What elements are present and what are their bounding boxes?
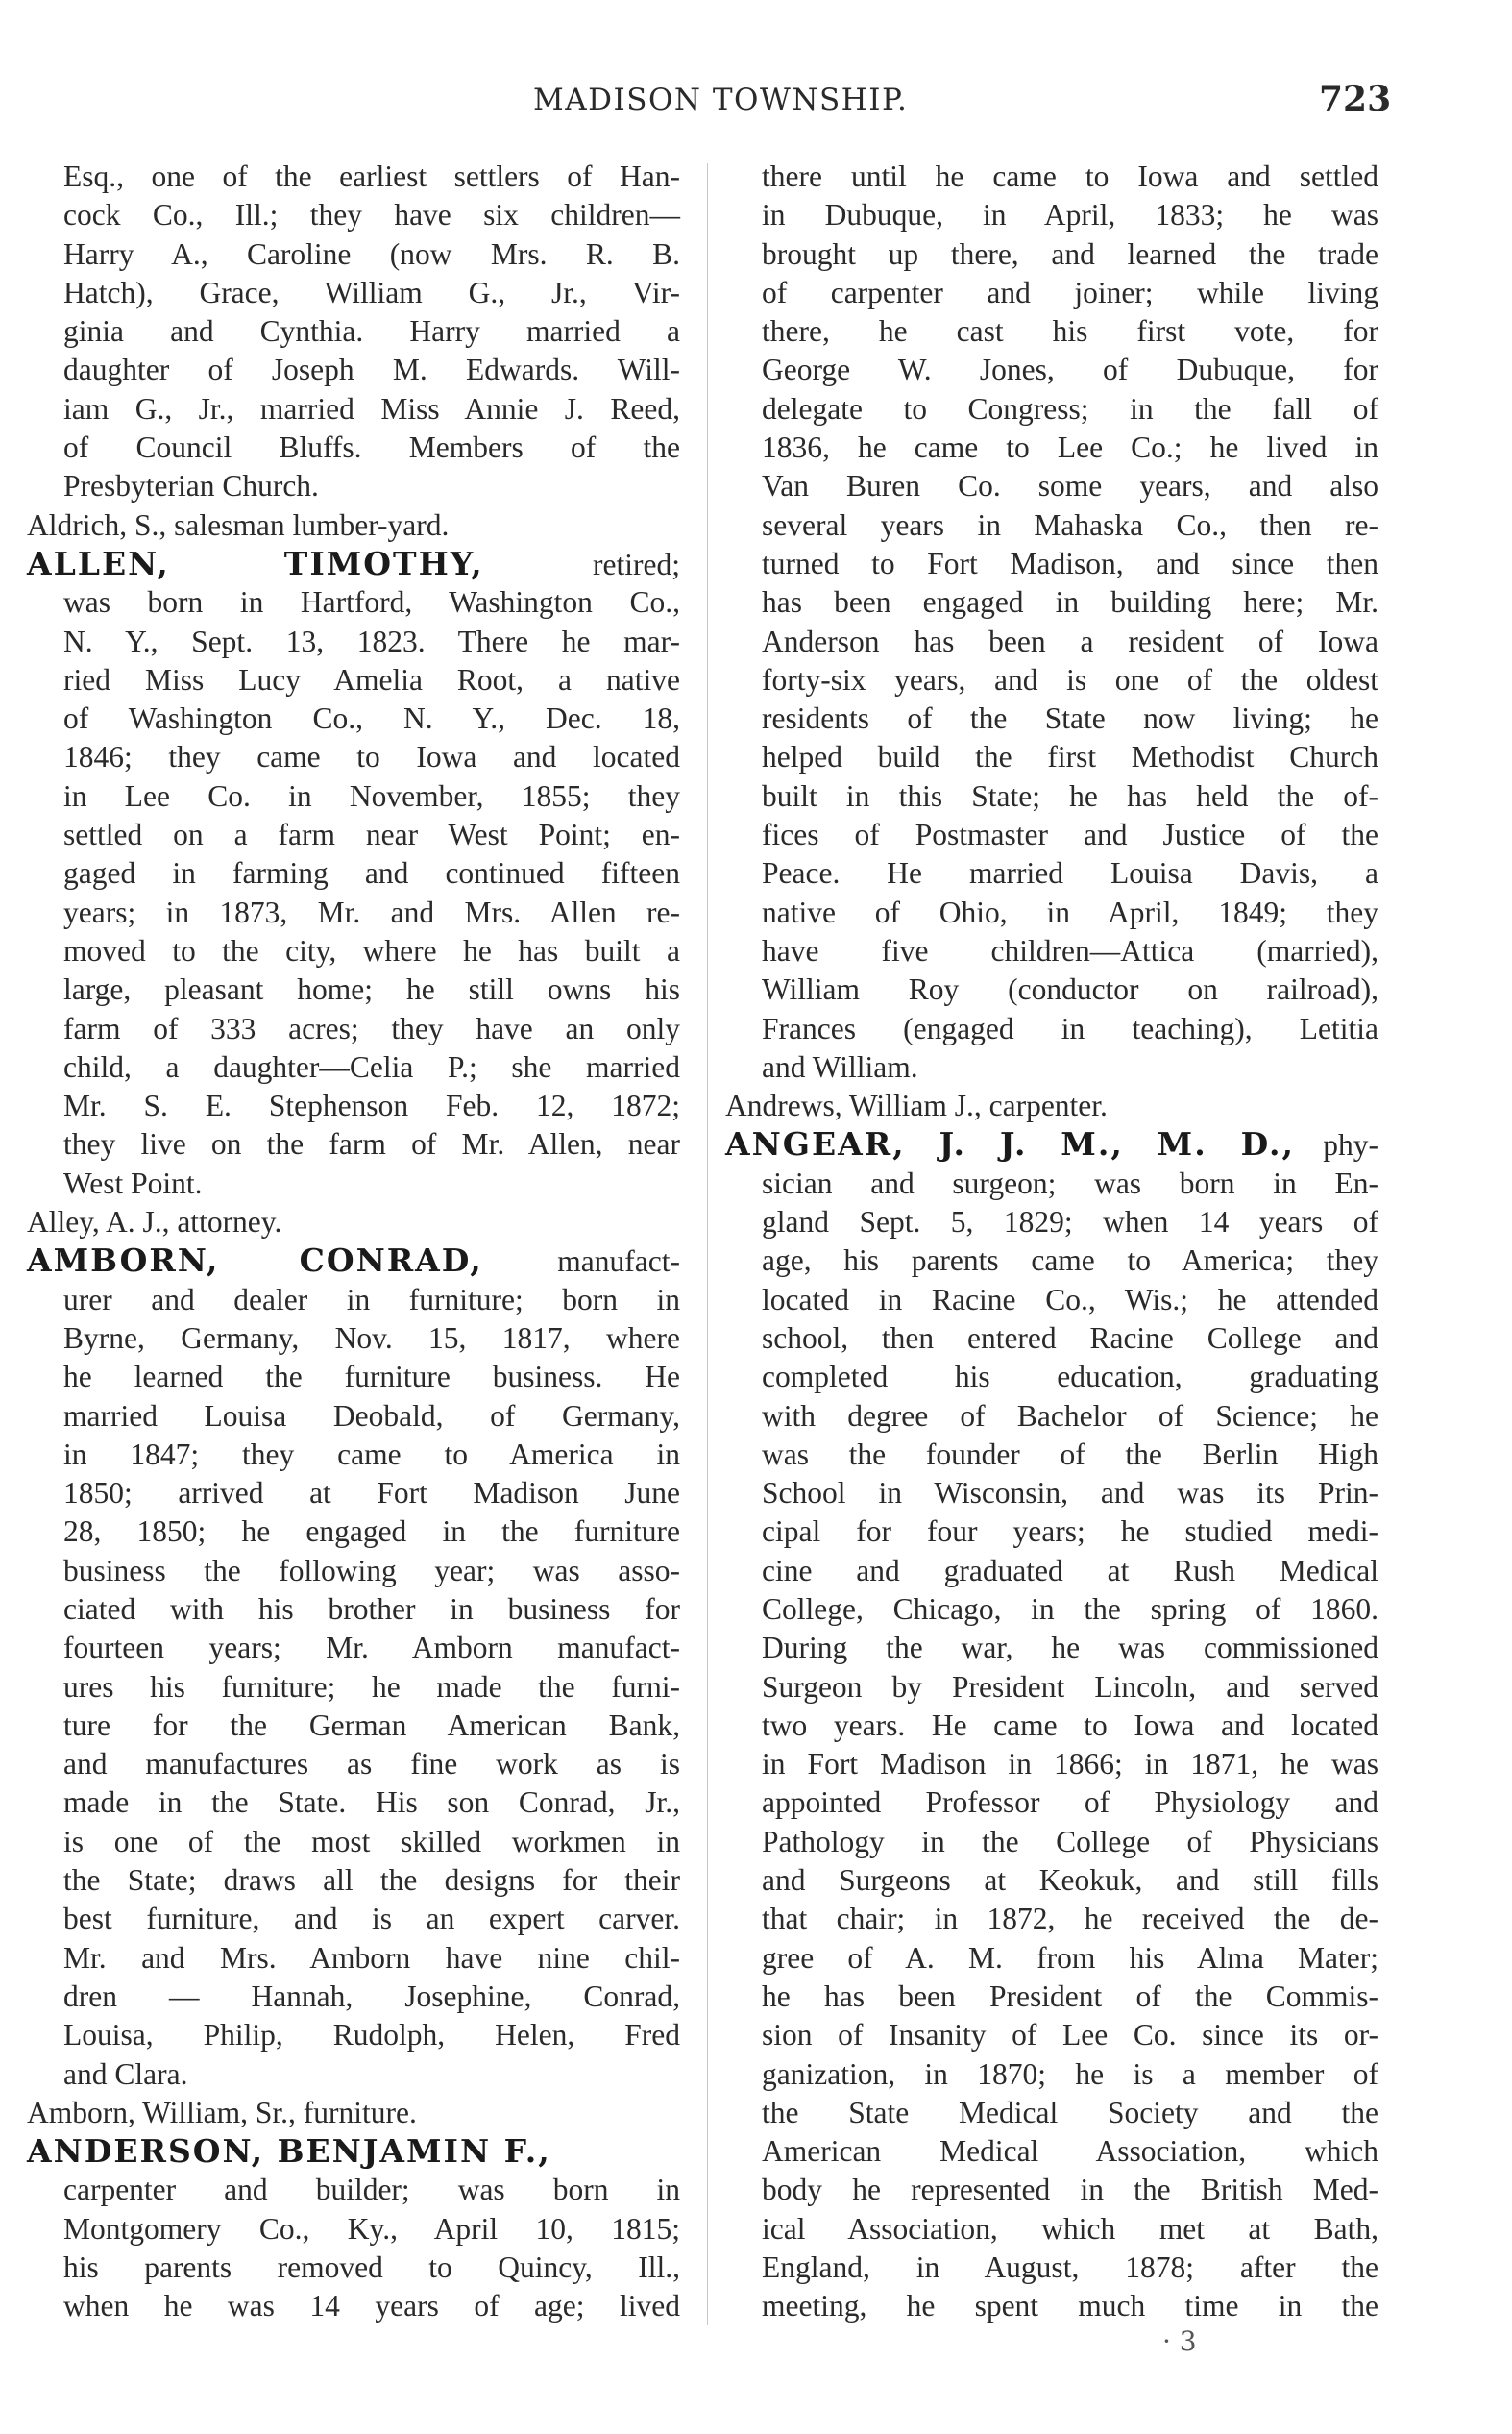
line-text: of Council Bluffs. Members of the [63, 430, 680, 465]
line-text: child, a daughter—Celia P.; she married [63, 1049, 680, 1084]
line-text: moved to the city, where he has built a [63, 933, 680, 968]
line-text: Montgomery Co., Ky., April 10, 1815; [63, 2211, 680, 2246]
text-line [725, 1978, 1378, 2016]
text-line [27, 1978, 680, 2016]
text-line [725, 429, 1378, 467]
line-text: they live on the farm of Mr. Allen, near [63, 1127, 680, 1162]
right-column [725, 158, 1378, 2326]
text-line [27, 2171, 680, 2209]
line-text: school, then entered Racine College and [762, 1320, 1378, 1355]
text-line [27, 932, 680, 971]
text-line [725, 1281, 1378, 1319]
text-line [725, 583, 1378, 622]
line-text: forty-six years, and is one of the oldest [762, 662, 1378, 697]
line-text: there, he cast his first vote, for [762, 314, 1378, 349]
line-text: residents of the State now living; he [762, 701, 1378, 736]
line-text: Anderson has been a resident of Iowa [762, 624, 1378, 658]
text-line [27, 1861, 680, 1900]
line-text: cock Co., Ill.; they have six children— [63, 198, 680, 233]
text-line [27, 661, 680, 700]
line-text: urer and dealer in furniture; born in [63, 1282, 680, 1316]
line-text: manufact- [482, 1244, 680, 1279]
line-text: his parents removed to Quincy, Ill., [63, 2250, 680, 2285]
text-line [27, 506, 680, 545]
text-line [27, 467, 680, 505]
text-line [725, 2249, 1378, 2287]
text-line [725, 545, 1378, 583]
line-text: appointed Professor of Physiology and [762, 1785, 1378, 1820]
line-text: Louisa, Philip, Rudolph, Helen, Fred [63, 2018, 680, 2053]
text-line [27, 312, 680, 351]
text-line [725, 894, 1378, 932]
text-line [725, 1939, 1378, 1978]
line-text: Aldrich, S., salesman lumber-yard. [27, 507, 450, 542]
text-line [27, 1474, 680, 1512]
line-text: Byrne, Germany, Nov. 15, 1817, where [63, 1320, 680, 1355]
line-text: 1846; they came to Iowa and located [63, 740, 680, 774]
text-line [27, 2210, 680, 2249]
line-text: there until he came to Iowa and settled [762, 160, 1378, 193]
text-line [725, 2132, 1378, 2171]
text-line [725, 1707, 1378, 1745]
line-text: ciated with his brother in business for [63, 1591, 680, 1626]
line-text: School in Wisconsin, and was its Prin- [762, 1476, 1378, 1511]
line-text: body he represented in the British Med- [762, 2173, 1378, 2207]
line-text: ures his furniture; he made the furni- [63, 1669, 680, 1704]
text-line [725, 196, 1378, 234]
text-line [27, 1397, 680, 1436]
running-header [0, 79, 1512, 131]
line-text: ginia and Cynthia. Harry married a [63, 314, 680, 349]
text-line [725, 738, 1378, 776]
line-text: fourteen years; Mr. Amborn manufact- [63, 1631, 680, 1665]
text-line [725, 971, 1378, 1009]
line-text: daughter of Joseph M. Edwards. Will- [63, 353, 680, 387]
text-line [27, 1010, 680, 1048]
line-text: of carpenter and joiner; while living [762, 275, 1378, 309]
text-line [27, 1436, 680, 1474]
text-line [725, 1474, 1378, 1512]
text-line [725, 1087, 1378, 1125]
text-line [725, 1823, 1378, 1861]
text-line [27, 894, 680, 932]
text-line [27, 738, 680, 776]
text-line [725, 2287, 1378, 2325]
text-line [27, 1590, 680, 1629]
entry-name-heading: AMBORN, CONRAD, [27, 1242, 483, 1280]
text-line [725, 623, 1378, 661]
line-text: Pathology in the College of Physicians [762, 1824, 1378, 1858]
line-text: and manufactures as fine work as is [63, 1747, 680, 1782]
line-text: 1850; arrived at Fort Madison June [63, 1476, 680, 1511]
text-line [725, 390, 1378, 429]
text-line [725, 1319, 1378, 1358]
text-line [27, 1900, 680, 1938]
line-text: business the following year; was asso- [63, 1553, 680, 1587]
text-line [27, 1512, 680, 1551]
line-text: sion of Insanity of Lee Co. since its or- [762, 2018, 1378, 2053]
text-line [725, 1512, 1378, 1551]
line-text: age, his parents came to America; they [762, 1243, 1378, 1278]
line-text: Hatch), Grace, William G., Jr., Vir- [63, 275, 680, 309]
text-line [27, 816, 680, 854]
footer-signature-mark: · 3 [1162, 2325, 1197, 2357]
text-line [27, 1125, 680, 1164]
text-line [725, 932, 1378, 971]
text-line [725, 854, 1378, 893]
text-line [27, 196, 680, 234]
line-text: retired; [483, 547, 680, 581]
text-line [725, 506, 1378, 545]
text-line [27, 1358, 680, 1396]
line-text: the State; draws all the designs for their [63, 1863, 680, 1898]
line-text: was born in Hartford, Washington Co., [63, 585, 680, 620]
text-line [725, 1745, 1378, 1783]
text-line [725, 816, 1378, 854]
text-line [725, 1203, 1378, 1242]
text-line [725, 1552, 1378, 1590]
text-line [27, 1552, 680, 1590]
line-text: several years in Mahaska Co., then re- [762, 507, 1378, 542]
line-text: of Washington Co., N. Y., Dec. 18, [63, 701, 680, 736]
text-line [725, 1242, 1378, 1280]
line-text: has been engaged in building here; Mr. [762, 585, 1378, 620]
line-text: iam G., Jr., married Miss Annie J. Reed, [63, 391, 680, 426]
text-line [725, 1861, 1378, 1900]
text-line [27, 1707, 680, 1745]
text-line [27, 1048, 680, 1087]
text-line [27, 700, 680, 738]
line-text: Frances (engaged in teaching), Letitia [762, 1011, 1378, 1045]
line-text: native of Ohio, in April, 1849; they [762, 895, 1378, 929]
line-text: delegate to Congress; in the fall of [762, 391, 1378, 426]
line-text: ganization, in 1870; he is a member of [762, 2056, 1378, 2091]
text-line [27, 971, 680, 1009]
line-text: made in the State. His son Conrad, Jr., [63, 1785, 680, 1820]
text-line [725, 235, 1378, 274]
text-line [725, 661, 1378, 700]
entry-name-heading: ANDERSON, BENJAMIN F., [27, 2132, 551, 2171]
line-text: Van Buren Co. some years, and also [762, 469, 1378, 504]
line-text: West Point. [63, 1166, 203, 1200]
line-text: England, in August, 1878; after the [762, 2250, 1378, 2285]
line-text: Alley, A. J., attorney. [27, 1205, 282, 1240]
line-text: ture for the German American Bank, [63, 1708, 680, 1742]
line-text: Mr. S. E. Stephenson Feb. 12, 1872; [63, 1089, 680, 1123]
text-line [27, 2249, 680, 2287]
text-line [725, 2016, 1378, 2054]
line-text: Esq., one of the earliest settlers of Han- [63, 160, 680, 193]
line-text: that chair; in 1872, he received the de- [762, 1902, 1378, 1936]
text-line [725, 1590, 1378, 1629]
line-text: 1836, he came to Lee Co.; he lived in [762, 430, 1378, 465]
line-text: Harry A., Caroline (now Mrs. R. B. [63, 236, 680, 271]
text-line [27, 390, 680, 429]
text-line [27, 1203, 680, 1242]
line-text: cine and graduated at Rush Medical [762, 1553, 1378, 1587]
text-line [725, 1629, 1378, 1667]
entry-name-heading: ALLEN, TIMOTHY, [27, 544, 484, 582]
header-title: MADISON TOWNSHIP. [533, 83, 909, 117]
line-text: he learned the furniture business. He [63, 1360, 680, 1394]
text-line [725, 777, 1378, 816]
text-line [725, 274, 1378, 312]
text-line [725, 1125, 1378, 1164]
text-line [725, 2094, 1378, 2132]
line-text: the State Medical Society and the [762, 2095, 1378, 2129]
text-line [725, 158, 1378, 196]
text-line [27, 545, 680, 583]
line-text: College, Chicago, in the spring of 1860. [762, 1591, 1378, 1626]
line-text: fices of Postmaster and Justice of the [762, 818, 1378, 852]
text-line [27, 1281, 680, 1319]
line-text: Andrews, William J., carpenter. [725, 1089, 1108, 1123]
text-line [27, 2132, 680, 2171]
text-line [725, 1358, 1378, 1396]
text-line [27, 854, 680, 893]
line-text: and Surgeons at Keokuk, and still fills [762, 1863, 1378, 1898]
line-text: cipal for four years; he studied medi- [762, 1514, 1378, 1549]
text-line [725, 1900, 1378, 1938]
text-line [725, 312, 1378, 351]
text-line [27, 2287, 680, 2325]
line-text: he has been President of the Commis- [762, 1979, 1378, 2013]
line-text: and William. [762, 1049, 918, 1084]
text-line [725, 1010, 1378, 1048]
line-text: have five children—Attica (married), [762, 933, 1378, 968]
line-text: in Lee Co. in November, 1855; they [63, 778, 680, 813]
text-line [725, 2055, 1378, 2094]
text-line [725, 1783, 1378, 1822]
text-line [27, 1242, 680, 1280]
text-line [27, 583, 680, 622]
line-text: married Louisa Deobald, of Germany, [63, 1398, 680, 1433]
line-text: William Roy (conductor on railroad), [762, 972, 1378, 1007]
text-line [27, 1165, 680, 1203]
line-text: in Dubuque, in April, 1833; he was [762, 198, 1378, 233]
line-text: ical Association, which met at Bath, [762, 2211, 1378, 2246]
line-text: located in Racine Co., Wis.; he attended [762, 1282, 1378, 1316]
line-text: settled on a farm near West Point; en- [63, 818, 680, 852]
line-text: gree of A. M. from his Alma Mater; [762, 1940, 1378, 1975]
line-text: ried Miss Lucy Amelia Root, a native [63, 662, 680, 697]
line-text: N. Y., Sept. 13, 1823. There he mar- [63, 624, 680, 658]
page-number: 723 [1319, 79, 1392, 119]
line-text: built in this State; he has held the of- [762, 778, 1378, 813]
text-line [27, 429, 680, 467]
line-text: in Fort Madison in 1866; in 1871, he was [762, 1747, 1378, 1782]
text-line [27, 1629, 680, 1667]
text-line [27, 2016, 680, 2054]
line-text: helped build the first Methodist Church [762, 740, 1378, 774]
line-text: Amborn, William, Sr., furniture. [27, 2095, 417, 2129]
line-text: farm of 333 acres; they have an only [63, 1011, 680, 1045]
text-line [27, 1745, 680, 1783]
line-text: two years. He came to Iowa and located [762, 1708, 1378, 1742]
text-line [725, 1436, 1378, 1474]
text-line [725, 2171, 1378, 2209]
line-text: meeting, he spent much time in the [762, 2289, 1378, 2323]
line-text: George W. Jones, of Dubuque, for [762, 353, 1378, 387]
line-text: large, pleasant home; he still owns his [63, 972, 680, 1007]
line-text: completed his education, graduating [762, 1360, 1378, 1394]
text-line [27, 1087, 680, 1125]
line-text: in 1847; they came to America in [63, 1437, 680, 1471]
text-line [27, 1319, 680, 1358]
line-text: During the war, he was commissioned [762, 1631, 1378, 1665]
text-line [27, 1668, 680, 1707]
column-divider [707, 163, 708, 2325]
line-text: brought up there, and learned the trade [762, 236, 1378, 271]
text-line [27, 1939, 680, 1978]
text-line [27, 235, 680, 274]
line-text: when he was 14 years of age; lived [63, 2289, 680, 2323]
entry-name-heading: ANGEAR, J. J. M., M. D., [725, 1125, 1295, 1164]
line-text: years; in 1873, Mr. and Mrs. Allen re- [63, 895, 680, 929]
text-line [27, 158, 680, 196]
text-line [27, 777, 680, 816]
text-line [725, 351, 1378, 389]
line-text: turned to Fort Madison, and since then [762, 546, 1378, 580]
line-text: American Medical Association, which [762, 2134, 1378, 2169]
text-line [27, 623, 680, 661]
text-line [725, 1668, 1378, 1707]
text-line [725, 1165, 1378, 1203]
text-line [27, 1783, 680, 1822]
text-line [725, 1048, 1378, 1087]
text-line [27, 2094, 680, 2132]
line-text: with degree of Bachelor of Science; he [762, 1398, 1378, 1433]
line-text: was the founder of the Berlin High [762, 1437, 1378, 1471]
text-line [725, 1397, 1378, 1436]
line-text: sician and surgeon; was born in En- [762, 1166, 1378, 1200]
line-text: phy- [1295, 1128, 1378, 1163]
text-line [27, 1823, 680, 1861]
left-column [27, 158, 680, 2326]
line-text: Surgeon by President Lincoln, and served [762, 1669, 1378, 1704]
text-line [725, 2210, 1378, 2249]
line-text: carpenter and builder; was born in [63, 2173, 680, 2207]
line-text: best furniture, and is an expert carver. [63, 1902, 680, 1936]
line-text: Presbyterian Church. [63, 469, 319, 504]
line-text: dren — Hannah, Josephine, Conrad, [63, 1979, 680, 2013]
line-text: is one of the most skilled workmen in [63, 1824, 680, 1858]
text-line [27, 2055, 680, 2094]
text-line [27, 274, 680, 312]
text-line [725, 467, 1378, 505]
line-text: gaged in farming and continued fifteen [63, 856, 680, 891]
text-line [725, 700, 1378, 738]
line-text: Mr. and Mrs. Amborn have nine chil- [63, 1940, 680, 1975]
line-text: gland Sept. 5, 1829; when 14 years of [762, 1205, 1378, 1240]
text-line [27, 351, 680, 389]
line-text: 28, 1850; he engaged in the furniture [63, 1514, 680, 1549]
line-text: and Clara. [63, 2056, 188, 2091]
line-text: Peace. He married Louisa Davis, a [762, 856, 1378, 891]
